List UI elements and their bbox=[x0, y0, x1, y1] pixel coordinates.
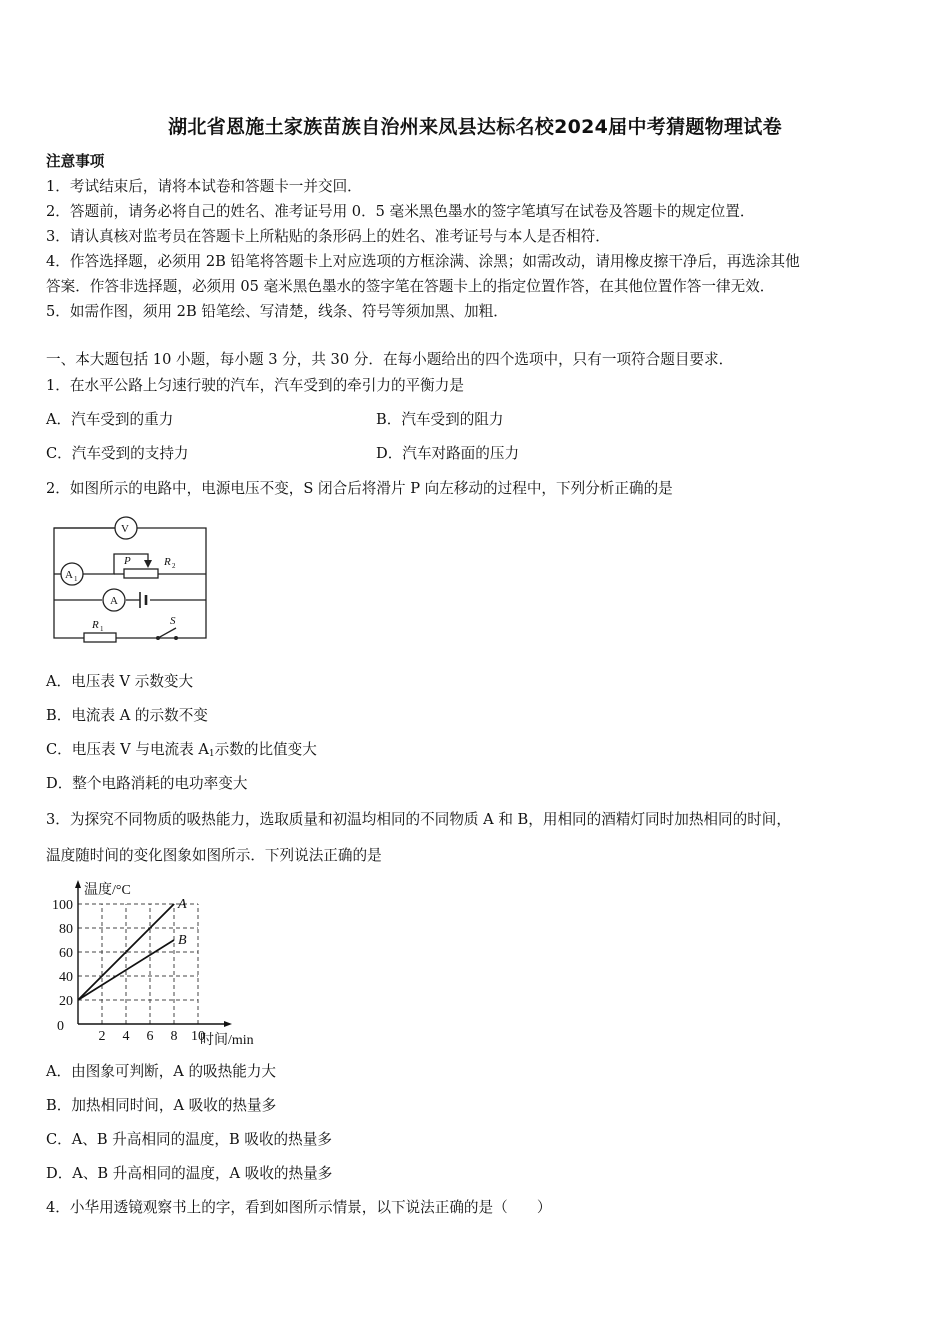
q1-option-b: B．汽车受到的阻力 bbox=[376, 411, 504, 428]
q2-option-c-text: C．电压表 V 与电流表 A bbox=[46, 741, 209, 758]
y-tick-label: 60 bbox=[59, 946, 73, 961]
notice-item: 5．如需作图，须用 2B 铅笔绘、写清楚，线条、符号等须加黑、加粗． bbox=[46, 303, 508, 320]
slider-label: P bbox=[124, 555, 131, 567]
q3-option-a: A．由图象可判断，A 的吸热能力大 bbox=[46, 1063, 277, 1080]
question-3-stem: 3．为探究不同物质的吸热能力，选取质量和初温均相同的不同物质 A 和 B，用相同的酒精灯同时加热相同的时间， bbox=[46, 811, 791, 828]
r1-label: R bbox=[92, 619, 99, 631]
notice-item: 1．考试结束后，请将本试卷和答题卡一并交回． bbox=[46, 178, 362, 195]
y-tick-label: 40 bbox=[59, 970, 73, 985]
temperature-time-chart bbox=[40, 876, 290, 1048]
origin-label: 0 bbox=[57, 1019, 64, 1034]
q2-option-b: B．电流表 A 的示数不变 bbox=[46, 707, 208, 724]
ammeter-a1-label: A bbox=[65, 569, 73, 581]
q2-option-a: A．电压表 V 示数变大 bbox=[46, 673, 194, 690]
series-label-a: A bbox=[178, 897, 187, 912]
y-axis-arrow-icon bbox=[75, 880, 81, 888]
q3-option-c: C．A、B 升高相同的温度，B 吸收的热量多 bbox=[46, 1131, 332, 1148]
q3-option-b: B．加热相同时间，A 吸收的热量多 bbox=[46, 1097, 277, 1114]
q2-option-d: D．整个电路消耗的电功率变大 bbox=[46, 775, 248, 792]
ammeter-label: A bbox=[110, 595, 118, 607]
notice-item: 4．作答选择题，必须用 2B 铅笔将答题卡上对应选项的方框涂满、涂黑；如需改动，请用橡皮擦干净后，再选涂其他 bbox=[46, 253, 800, 270]
series-label-b: B bbox=[178, 933, 187, 948]
q1-option-d: D．汽车对路面的压力 bbox=[376, 445, 520, 462]
notice-heading: 注意事项 bbox=[46, 153, 105, 170]
q2-option-c bbox=[46, 740, 317, 764]
x-tick-label: 6 bbox=[146, 1029, 154, 1044]
ammeter-a1-sub: 1 bbox=[74, 575, 78, 583]
question-4-stem: 4．小华用透镜观察书上的字，看到如图所示情景，以下说法正确的是（ ） bbox=[46, 1199, 552, 1216]
page-title: 湖北省恩施土家族苗族自治州来凤县达标名校2024届中考猜题物理试卷 bbox=[168, 116, 782, 138]
question-2-stem: 2．如图所示的电路中，电源电压不变，S 闭合后将滑片 P 向左移动的过程中，下列分析正确的是 bbox=[46, 480, 673, 497]
notice-item: 3．请认真核对监考员在答题卡上所粘贴的条形码上的姓名、准考证号与本人是否相符． bbox=[46, 228, 610, 245]
slider-arrow-icon bbox=[144, 560, 152, 568]
question-1-stem: 1．在水平公路上匀速行驶的汽车，汽车受到的牵引力的平衡力是 bbox=[46, 377, 464, 394]
x-tick-label: 2 bbox=[98, 1029, 106, 1044]
y-tick-label: 100 bbox=[52, 898, 73, 913]
switch-contact-icon bbox=[174, 636, 178, 640]
x-axis-label: 时间/min bbox=[200, 1033, 254, 1048]
x-tick-label: 4 bbox=[122, 1029, 130, 1044]
r2-label: R bbox=[164, 556, 171, 568]
x-tick-label: 10 bbox=[191, 1029, 205, 1044]
y-tick-label: 20 bbox=[59, 994, 73, 1009]
x-axis-arrow-icon bbox=[224, 1021, 232, 1027]
switch-lever bbox=[158, 628, 176, 638]
r1-sub: 1 bbox=[100, 625, 104, 633]
circuit-diagram bbox=[46, 514, 212, 644]
q3-option-d: D．A、B 升高相同的温度，A 吸收的热量多 bbox=[46, 1165, 333, 1182]
y-tick-label: 80 bbox=[59, 922, 73, 937]
slider-wire bbox=[82, 554, 148, 574]
resistor-r1 bbox=[84, 633, 116, 642]
resistor-r2 bbox=[124, 569, 158, 578]
q2-option-c-text-end: 示数的比值变大 bbox=[214, 741, 317, 758]
q1-option-c: C．汽车受到的支持力 bbox=[46, 445, 189, 462]
y-axis-label: 温度/°C bbox=[84, 883, 131, 898]
switch-contact-icon bbox=[156, 636, 160, 640]
question-3-stem-cont: 温度随时间的变化图象如图所示．下列说法正确的是 bbox=[46, 847, 382, 864]
q1-option-a: A．汽车受到的重力 bbox=[46, 411, 174, 428]
q2-option-c-sub: 1 bbox=[208, 749, 215, 759]
notice-item: 2．答题前，请务必将自己的姓名、准考证号用 0．5 毫米黑色墨水的签字笔填写在试卷及答题卡的规定位置． bbox=[46, 203, 755, 220]
x-tick-label: 8 bbox=[170, 1029, 178, 1044]
series-line-b bbox=[78, 940, 174, 1000]
switch-label: S bbox=[170, 615, 176, 627]
r2-sub: 2 bbox=[172, 562, 176, 570]
voltmeter-label: V bbox=[121, 523, 129, 535]
section-heading: 一、本大题包括 10 小题，每小题 3 分，共 30 分．在每小题给出的四个选项中，只有一项符合题目要求． bbox=[46, 351, 734, 368]
notice-item: 答案．作答非选择题，必须用 05 毫米黑色墨水的签字笔在答题卡上的指定位置作答，在其他位置作答一律无效． bbox=[46, 278, 775, 295]
